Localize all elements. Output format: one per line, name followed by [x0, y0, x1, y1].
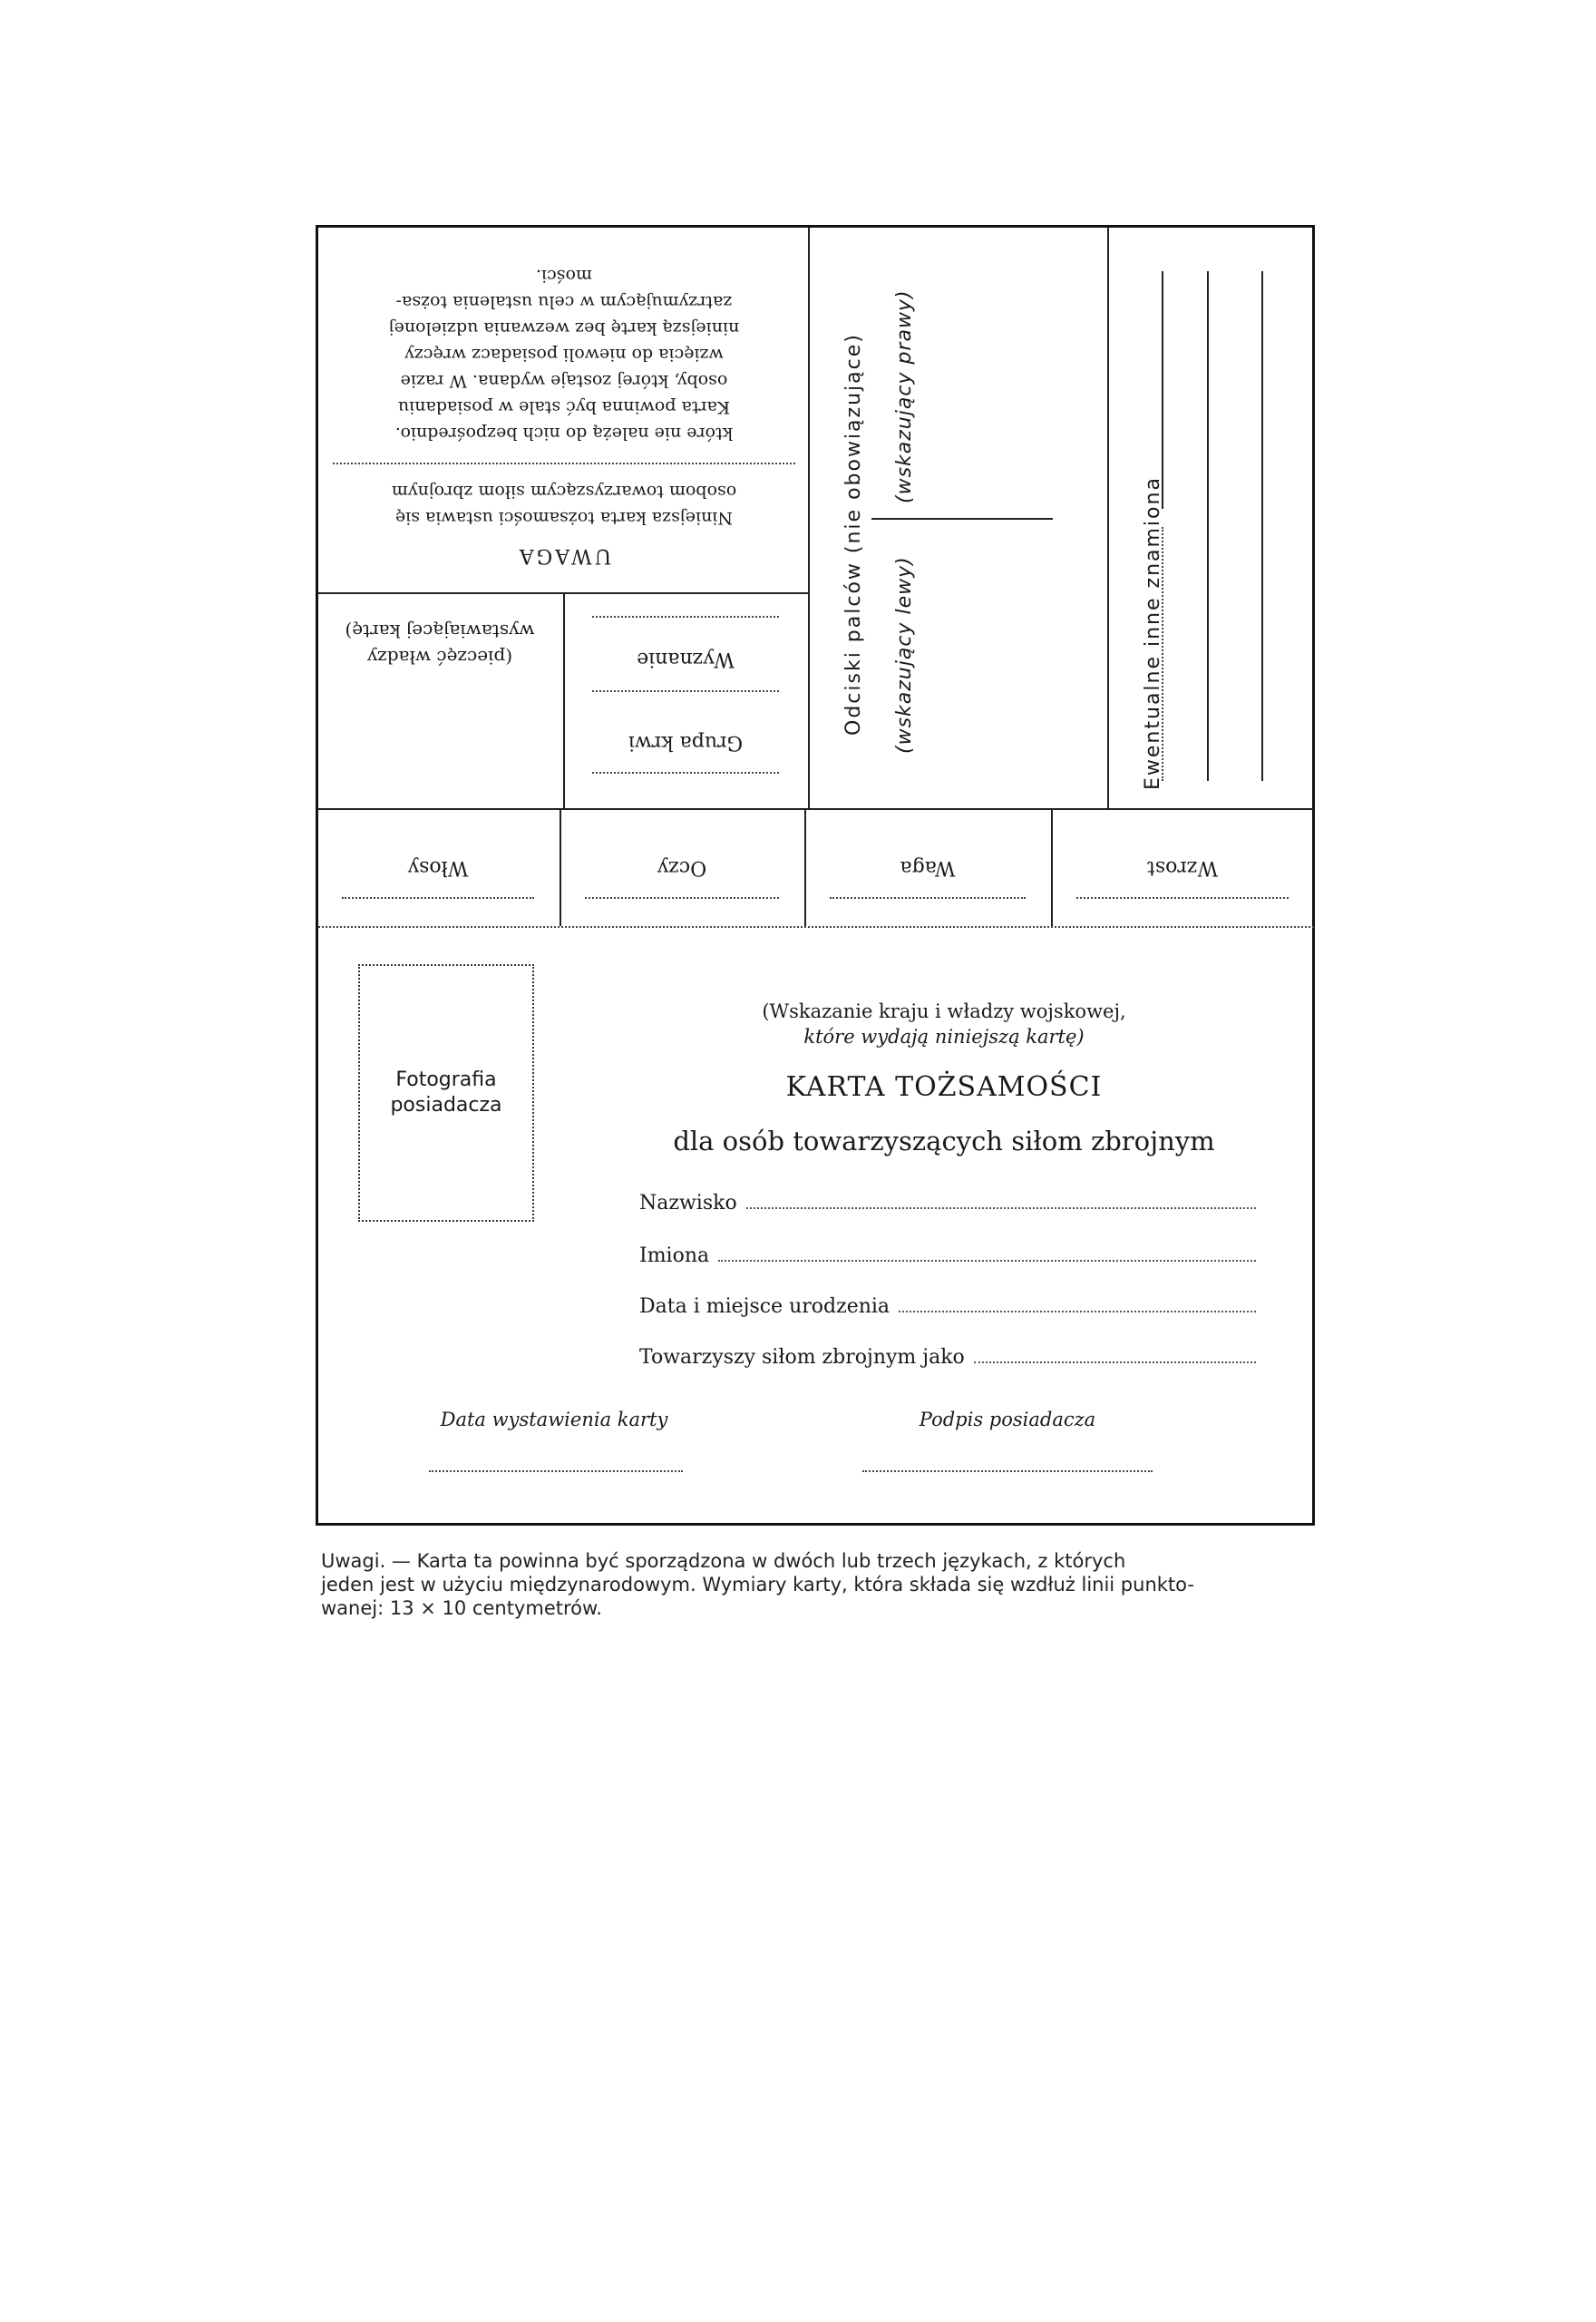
- authority-text: (Wskazanie kraju i władzy wojskowej, które wydają niniejszą kartę): [762, 1000, 1126, 1048]
- surname-input-line[interactable]: [746, 1207, 1256, 1209]
- marks-label: Ewentualne inne znamiona: [1142, 476, 1164, 790]
- footnote-line: jeden jest w użyciu międzynarodowym. Wymiary karty, która składa się wzdłuż linii punkto-: [321, 1574, 1194, 1595]
- field-surname: [639, 1182, 1256, 1215]
- note-line: niniejszą kartę bez wezwania udzielonej: [388, 318, 740, 338]
- seal-box: [318, 594, 561, 806]
- first-names-input-line[interactable]: [718, 1260, 1256, 1262]
- field-first-names: [639, 1234, 1256, 1267]
- issue-date-line[interactable]: [429, 1470, 683, 1472]
- note-paragraph-1: [324, 478, 804, 531]
- fingerprint-divider: [871, 518, 1053, 520]
- religion-line: [592, 690, 779, 692]
- note-dotted-rule: [333, 463, 795, 464]
- marks-line-1a: [1162, 271, 1163, 509]
- note-line: osobom towarzyszącym siłom zbrojnym: [391, 482, 737, 502]
- footnote-line: Uwagi. — Karta ta powinna być sporządzona w dwóch lub trzech językach, z których: [321, 1550, 1126, 1572]
- fold-line: [318, 926, 1314, 928]
- footnote-line: wanej: 13 × 10 centymetrów.: [321, 1597, 602, 1619]
- marks-left-rule: [1107, 228, 1109, 808]
- note-line: Niniejsza karta tożsamości ustawia się: [394, 508, 734, 528]
- note-title: UWAGA: [516, 544, 612, 567]
- eyes-label: Oczy: [657, 856, 707, 879]
- height-line: [1076, 897, 1289, 899]
- field-label: Towarzyszy siłom zbrojnym jako: [639, 1346, 965, 1369]
- card-subtitle: dla osób towarzyszących siłom zbrojnym: [673, 1126, 1215, 1156]
- blood-group-line: [592, 772, 779, 774]
- note-paragraph-2: [324, 262, 804, 446]
- religion-label: Wyznanie: [637, 648, 735, 670]
- note-line: osoby, której zostaje wydana. W razie: [400, 371, 728, 391]
- field-birth: [639, 1285, 1256, 1318]
- field-label: Data i miejsce urodzenia: [639, 1295, 890, 1318]
- blood-group-label: Grupa krwi: [628, 731, 744, 754]
- marks-line-3: [1261, 271, 1263, 781]
- fingerprints-main-label: Odciski palców (nie obowiązujące): [842, 333, 865, 736]
- height-label: Wzrost: [1146, 856, 1219, 879]
- field-label: Nazwisko: [639, 1192, 737, 1215]
- signature-label: Podpis posiadacza: [919, 1409, 1096, 1430]
- marks-line-2: [1207, 271, 1209, 781]
- accompanies-input-line[interactable]: [974, 1361, 1256, 1363]
- weight-cell: [806, 810, 1049, 924]
- religion-top-line: [592, 616, 779, 618]
- fingerprint-right-label: (wskazujący prawy): [893, 289, 916, 503]
- fingerprint-left-rule: [808, 228, 810, 808]
- height-cell: [1053, 810, 1312, 924]
- weight-label: Waga: [900, 856, 956, 879]
- card-title: KARTA TOŻSAMOŚCI: [785, 1071, 1103, 1103]
- signature-line[interactable]: [862, 1470, 1153, 1472]
- blood-religion-box: [565, 594, 806, 806]
- photo-label: Fotografia posiadacza: [390, 1068, 502, 1117]
- hair-line: [342, 897, 534, 899]
- fingerprint-left-label: (wskazujący lewy): [893, 556, 916, 754]
- eyes-line: [585, 897, 779, 899]
- note-line: mości.: [536, 266, 592, 286]
- issue-date-label: Data wystawienia karty: [440, 1409, 668, 1430]
- field-accompanies: [639, 1336, 1256, 1369]
- birth-input-line[interactable]: [899, 1311, 1256, 1312]
- note-line: wzięcia do niewoli posiadacz wręczy: [404, 345, 724, 365]
- photo-box: [358, 964, 534, 1222]
- eyes-cell: [561, 810, 803, 924]
- hair-label: Włosy: [407, 856, 469, 879]
- note-line: Karta powinna być stale w posiadaniu: [397, 397, 731, 417]
- marks-line-1b: [1162, 527, 1163, 781]
- note-line: które nie należą do nich bezpośrednio.: [394, 424, 734, 444]
- identity-card: [316, 225, 1315, 1526]
- note-block: [324, 233, 804, 587]
- field-label: Imiona: [639, 1244, 710, 1267]
- seal-label: (pieczęć władzy wystawiającej kartę): [345, 620, 535, 668]
- footnote: [321, 1549, 1319, 1620]
- note-line: zatrzymującym w celu ustalenia tożsa-: [395, 292, 733, 312]
- hair-cell: [318, 810, 558, 924]
- weight-line: [830, 897, 1026, 899]
